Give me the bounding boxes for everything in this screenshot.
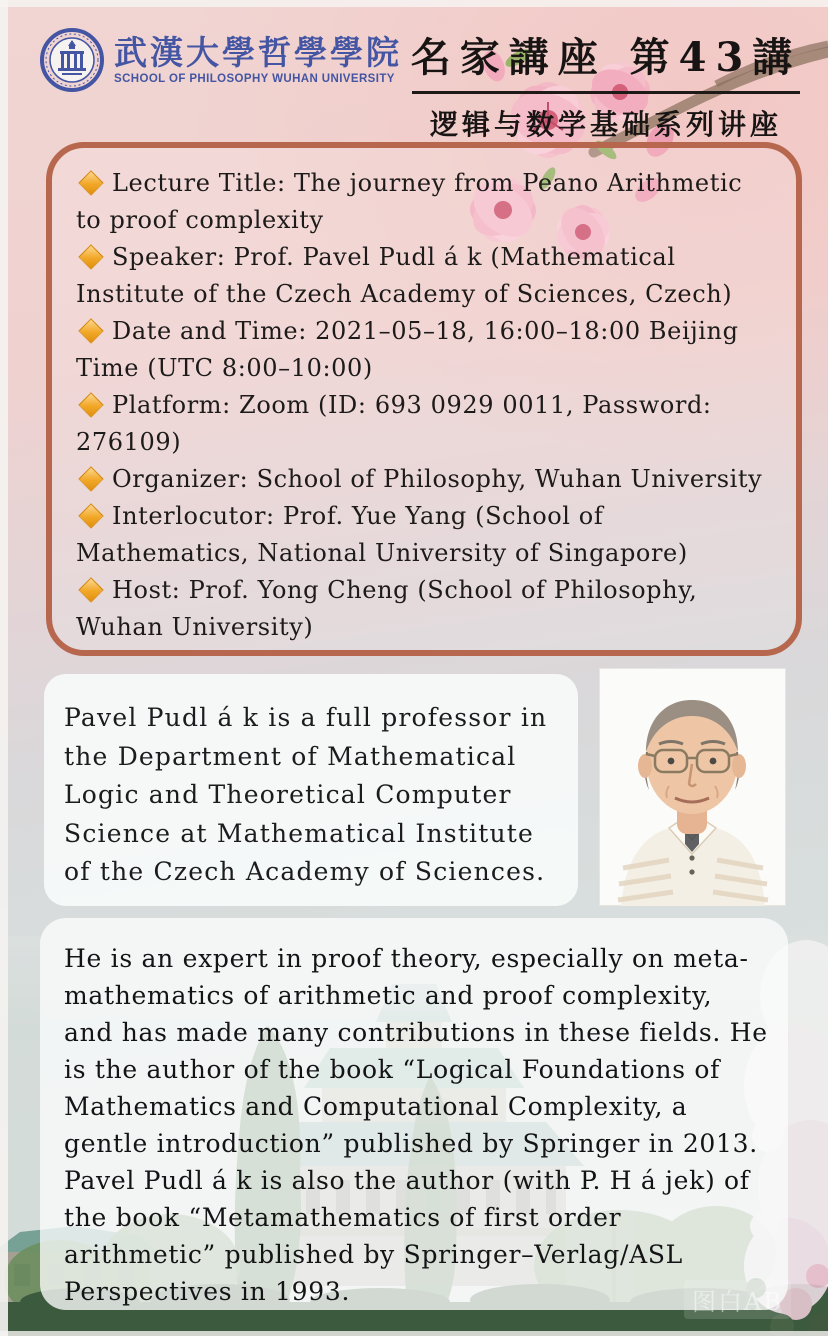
- series-subtitle: 逻辑与数学基础系列讲座: [429, 108, 782, 141]
- wuhan-university-emblem-icon: [40, 28, 104, 92]
- school-name-chinese: 武漢大學哲學學院: [114, 33, 402, 72]
- diamond-bullet-icon: [78, 392, 103, 417]
- frame-edge-bottom: [0, 1331, 828, 1336]
- speaker-bio-short-card: [44, 674, 578, 906]
- lecture-title-text: Lecture Title: The journey from Peano Arithmetic to proof complexity: [76, 169, 743, 234]
- frame-edge-left: [0, 0, 8, 1336]
- date-time-item: [76, 313, 772, 387]
- frame-edge-top: [0, 0, 828, 7]
- host-text: Host: Prof. Yong Cheng (School of Philosophy, Wuhan University): [76, 576, 698, 641]
- series-header: [410, 26, 802, 143]
- series-title: 名家講座 第43講: [410, 34, 802, 81]
- lecture-title-item: [76, 165, 772, 239]
- diamond-bullet-icon: [78, 170, 103, 195]
- school-logo: [40, 28, 402, 92]
- speaker-bio-short-text: Pavel Pudl á k is a full professor in the Department of Mathematical Logic and Theoretical Computer Science at Mathematical Institute of the Czech Academy of Sciences.: [64, 703, 548, 886]
- date-time-text: Date and Time: 2021–05–18, 16:00–18:00 Beijing Time (UTC 8:00–10:00): [76, 317, 739, 382]
- interlocutor-text: Interlocutor: Prof. Yue Yang (School of Mathematics, National University of Singapore): [76, 502, 688, 567]
- speaker-bio-long-text: He is an expert in proof theory, especially on meta-mathematics of arithmetic and proof complexity, and has made many contributions in these fields. He is the author of the book “Logical Foundations of Mathematics and Computational Complexity, a gentle introduction” published by Springer in 2013. Pavel Pudl á k is also the author (with P. H á jek) of the book “Metamathematics of first order arithmetic” published by Springer–Verlag/ASL Perspectives in 1993.: [64, 944, 768, 1306]
- watermark: 图白AB: [684, 1280, 791, 1319]
- diamond-bullet-icon: [78, 577, 103, 602]
- lecture-info-card: [46, 142, 802, 656]
- platform-item: [76, 387, 772, 461]
- speaker-bio-long-card: [40, 918, 788, 1310]
- interlocutor-item: [76, 498, 772, 572]
- diamond-bullet-icon: [78, 318, 103, 343]
- host-item: [76, 572, 772, 646]
- diamond-bullet-icon: [78, 503, 103, 528]
- organizer-text: Organizer: School of Philosophy, Wuhan University: [112, 465, 763, 493]
- school-name-english: SCHOOL OF PHILOSOPHY WUHAN UNIVERSITY: [114, 73, 395, 85]
- speaker-item: [76, 239, 772, 313]
- speaker-portrait-photo: [599, 668, 786, 906]
- speaker-text: Speaker: Prof. Pavel Pudl á k (Mathematical Institute of the Czech Academy of Sciences, Czech): [76, 243, 733, 308]
- platform-text: Platform: Zoom (ID: 693 0929 0011, Password: 276109): [76, 391, 712, 456]
- diamond-bullet-icon: [78, 244, 103, 269]
- diamond-bullet-icon: [78, 466, 103, 491]
- organizer-item: [76, 461, 772, 498]
- series-title-underline: [412, 91, 800, 94]
